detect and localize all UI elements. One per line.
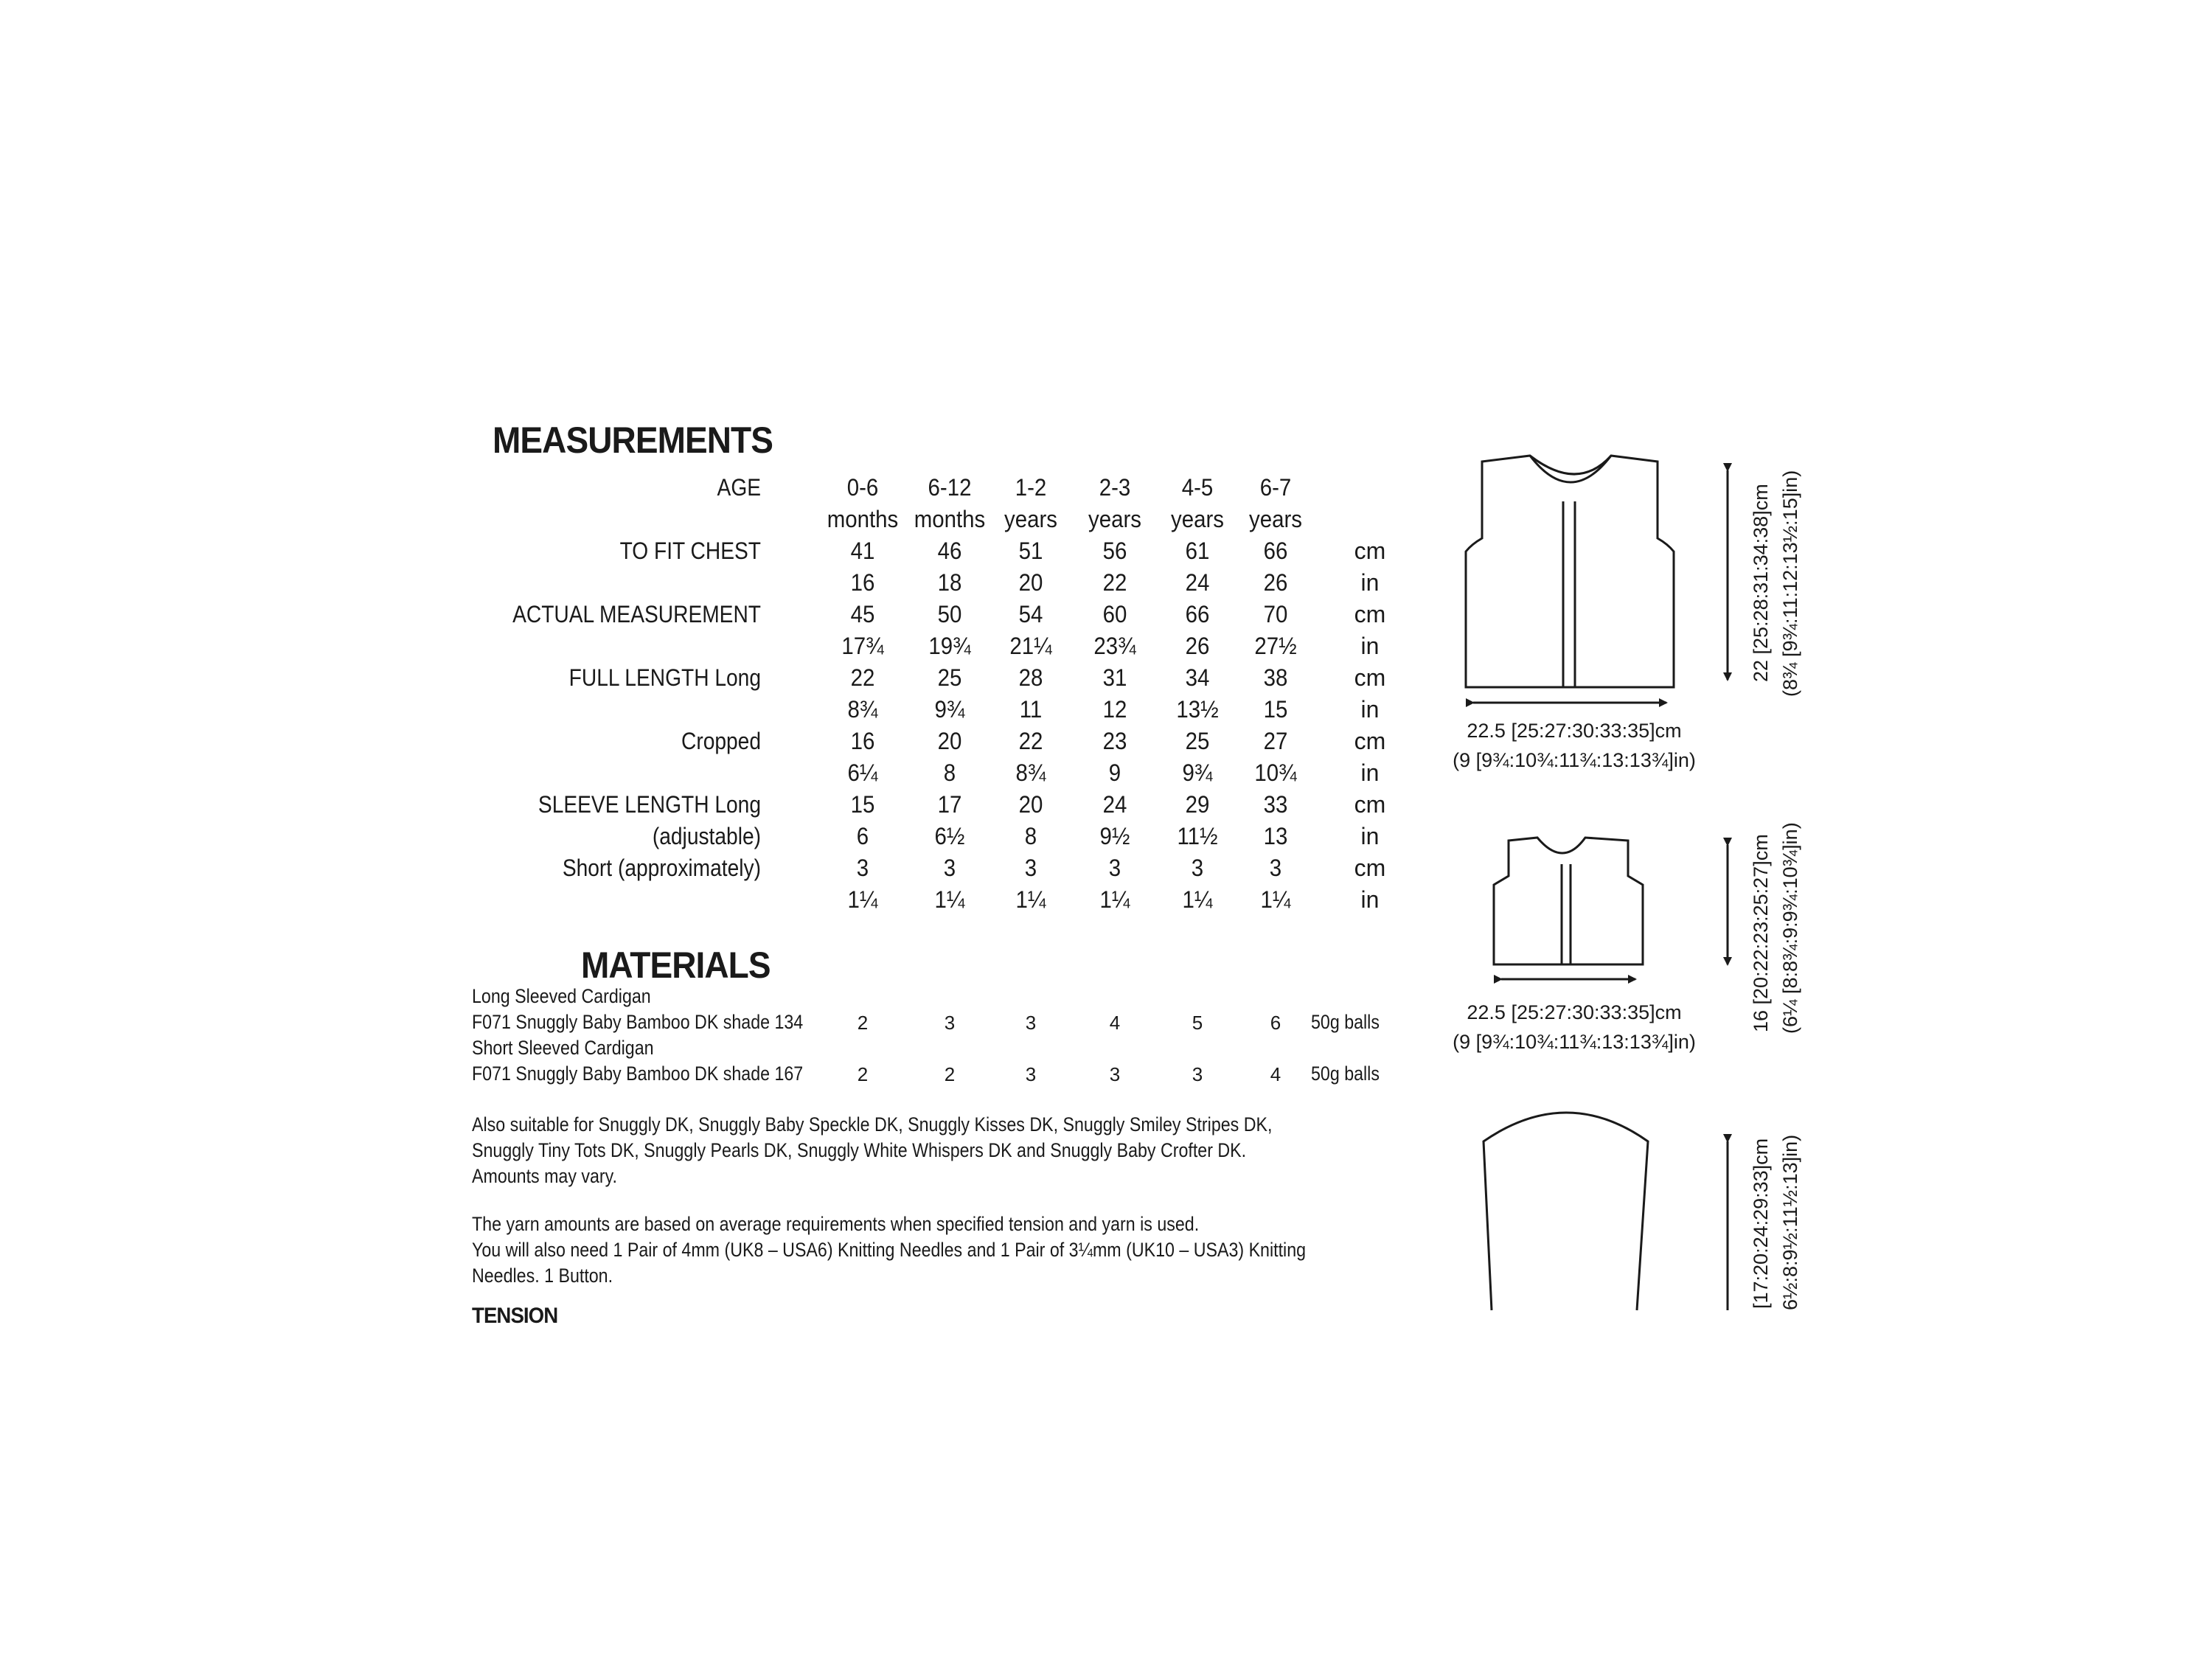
cropped-body-width-cm: 22.5 [25:27:30:33:35]cm	[1467, 1001, 1682, 1023]
material-unit-short: 50g balls	[1311, 1062, 1380, 1085]
measurement-cell: 12	[1102, 696, 1127, 723]
sleeve-diagram	[1484, 1113, 1728, 1310]
measurement-cell: 1¼	[1182, 886, 1213, 913]
sleeve-length-in: 6½:8:9½:11½:13]in)	[1779, 1134, 1801, 1310]
measurement-row-label: Cropped	[681, 728, 761, 754]
measurement-cell: 8	[943, 759, 956, 786]
measurement-cell: 20	[1018, 569, 1043, 596]
measurement-cell: 70	[1263, 601, 1288, 627]
material-quantity: 2	[857, 1012, 869, 1034]
measurement-cell: months	[827, 506, 899, 532]
measurement-unit: in	[1360, 886, 1380, 913]
measurement-cell: 8¾	[847, 696, 878, 723]
measurement-cell: 1¼	[934, 886, 965, 913]
measurement-unit: in	[1360, 696, 1380, 723]
measurement-cell: 3	[856, 855, 869, 881]
measurement-unit: cm	[1354, 664, 1386, 691]
measurement-cell: 31	[1102, 664, 1127, 691]
measurement-cell: 10¾	[1254, 759, 1297, 786]
measurement-cell: years	[1088, 506, 1141, 532]
measurement-unit: cm	[1354, 855, 1386, 881]
measurement-cell: months	[914, 506, 986, 532]
measurement-unit: in	[1360, 633, 1380, 659]
measurement-cell: 25	[937, 664, 962, 691]
measurement-cell: 34	[1185, 664, 1210, 691]
measurement-cell: 38	[1263, 664, 1288, 691]
measurement-cell: 24	[1102, 791, 1127, 818]
cropped-body-outline	[1494, 838, 1643, 964]
measurements-heading: MEASUREMENTS	[493, 420, 773, 461]
measurement-row-label: AGE	[717, 474, 761, 501]
cropped-body-length-cm: 16 [20:22:23:25:27]cm	[1750, 834, 1772, 1032]
measurement-cell: 3	[1191, 855, 1204, 881]
measurement-cell: 6-12	[928, 474, 972, 501]
measurement-row-label: Short (approximately)	[562, 855, 761, 881]
cropped-body-width-in: (9 [9¾:10¾:11¾:13:13¾]in)	[1453, 1031, 1696, 1053]
measurement-cell: 9	[1108, 759, 1121, 786]
long-body-width-in: (9 [9¾:10¾:11¾:13:13¾]in)	[1453, 749, 1696, 771]
measurement-cell: 66	[1185, 601, 1210, 627]
material-quantity: 6	[1270, 1012, 1281, 1034]
measurement-cell: 22	[850, 664, 875, 691]
long-body-length-in: (8¾ [9¾:11:12:13½:15]in)	[1779, 470, 1801, 697]
measurement-cell: 6¼	[847, 759, 878, 786]
measurement-cell: 11½	[1177, 823, 1218, 849]
measurement-cell: 28	[1018, 664, 1043, 691]
measurement-cell: 22	[1102, 569, 1127, 596]
measurement-cell: 22	[1018, 728, 1043, 754]
measurement-cell: 1-2	[1015, 474, 1047, 501]
measurement-cell: 41	[850, 538, 875, 564]
measurement-cell: 16	[850, 728, 875, 754]
measurement-cell: 4-5	[1181, 474, 1214, 501]
measurement-cell: 11	[1019, 696, 1043, 723]
measurement-cell: 33	[1263, 791, 1288, 818]
measurement-cell: 20	[1018, 791, 1043, 818]
measurement-cell: 60	[1102, 601, 1127, 627]
material-unit-long: 50g balls	[1311, 1011, 1380, 1033]
measurement-cell: 3	[1269, 855, 1282, 881]
sleeve-outline	[1484, 1113, 1648, 1310]
material-quantity: 2	[857, 1063, 869, 1085]
yarn-notes-text: The yarn amounts are based on average requirements when specified tension and yarn is used. You will also need 1 Pair of 4mm (UK8 – USA6) Knitting Needles and 1 Pair of 3¼mm (UK10 – USA3) Knitting Needles. 1 Button.	[472, 1213, 1307, 1287]
material-quantity: 2	[944, 1063, 956, 1085]
measurement-unit: in	[1360, 759, 1380, 786]
also-suitable-text: Also suitable for Snuggly DK, Snuggly Baby Speckle DK, Snuggly Kisses DK, Snuggly Smiley Stripes DK, Snuggly Tiny Tots DK, Snuggly Pearls DK, Snuggly White Whispers DK and Snuggly Baby Crofter DK. Amounts may vary.	[472, 1113, 1273, 1187]
measurement-unit: cm	[1354, 601, 1386, 627]
measurement-cell: 15	[850, 791, 875, 818]
material-quantity: 4	[1270, 1063, 1281, 1085]
measurement-cell: 6	[856, 823, 869, 849]
measurement-cell: 1¼	[1260, 886, 1291, 913]
measurement-unit: cm	[1354, 728, 1386, 754]
long-body-diagram	[1466, 456, 1728, 703]
measurement-cell: 13½	[1176, 696, 1219, 723]
measurement-cell: 56	[1102, 538, 1127, 564]
materials-heading: MATERIALS	[581, 945, 771, 986]
measurement-cell: 27	[1263, 728, 1288, 754]
measurement-cell: 2-3	[1099, 474, 1131, 501]
measurement-cell: 9¾	[1182, 759, 1213, 786]
material-quantity: 3	[1192, 1063, 1203, 1085]
measurement-cell: 9½	[1099, 823, 1130, 849]
material-quantity: 3	[1109, 1063, 1121, 1085]
measurement-cell: 3	[943, 855, 956, 881]
measurement-cell: 17¾	[841, 633, 884, 659]
material-quantity: 3	[1025, 1063, 1037, 1085]
measurement-cell: 26	[1185, 633, 1210, 659]
material-quantity: 5	[1192, 1012, 1203, 1034]
measurement-cell: 15	[1263, 696, 1288, 723]
measurement-cell: 1¼	[1015, 886, 1046, 913]
measurement-cell: 20	[937, 728, 962, 754]
measurement-row-label: TO FIT CHEST	[619, 538, 761, 564]
measurement-cell: 1¼	[847, 886, 878, 913]
long-body-width-cm: 22.5 [25:27:30:33:35]cm	[1467, 720, 1682, 742]
measurement-cell: 25	[1185, 728, 1210, 754]
measurement-unit: cm	[1354, 791, 1386, 818]
long-body-neck	[1530, 456, 1611, 482]
cropped-body-diagram	[1494, 838, 1728, 979]
measurement-row-label: ACTUAL MEASUREMENT	[512, 601, 761, 627]
material-yarn-short: F071 Snuggly Baby Bamboo DK shade 167	[472, 1062, 804, 1085]
measurement-cell: 50	[937, 601, 962, 627]
measurement-cell: 18	[937, 569, 962, 596]
material-title-short: Short Sleeved Cardigan	[472, 1037, 654, 1059]
measurement-cell: 51	[1018, 538, 1043, 564]
sleeve-length-cm: [17:20:24:29:33]cm	[1750, 1138, 1772, 1309]
measurement-cell: 19¾	[928, 633, 971, 659]
measurement-cell: years	[1249, 506, 1302, 532]
measurement-cell: 13	[1263, 823, 1288, 849]
measurement-cell: 6-7	[1259, 474, 1292, 501]
long-body-length-cm: 22 [25:28:31:34:38]cm	[1750, 484, 1772, 682]
material-yarn-long: F071 Snuggly Baby Bamboo DK shade 134	[472, 1011, 804, 1033]
material-quantity: 3	[1025, 1012, 1037, 1034]
measurement-cell: 27½	[1254, 633, 1297, 659]
measurement-cell: 9¾	[934, 696, 965, 723]
measurement-cell: 0-6	[846, 474, 879, 501]
measurement-cell: years	[1004, 506, 1057, 532]
measurement-unit: in	[1360, 823, 1380, 849]
measurement-cell: 66	[1263, 538, 1288, 564]
material-quantity: 4	[1109, 1012, 1121, 1034]
measurement-cell: 1¼	[1099, 886, 1130, 913]
material-quantity: 3	[944, 1012, 956, 1034]
measurement-cell: 29	[1185, 791, 1210, 818]
measurement-cell: years	[1171, 506, 1224, 532]
measurement-unit: cm	[1354, 538, 1386, 564]
measurement-cell: 23¾	[1093, 633, 1136, 659]
measurement-cell: 17	[937, 791, 962, 818]
measurement-cell: 61	[1185, 538, 1210, 564]
measurement-cell: 3	[1108, 855, 1121, 881]
measurement-cell: 54	[1018, 601, 1043, 627]
measurement-cell: 16	[850, 569, 875, 596]
measurement-cell: 8	[1024, 823, 1037, 849]
measurement-cell: 23	[1102, 728, 1127, 754]
measurement-cell: 45	[850, 601, 875, 627]
measurement-cell: 26	[1263, 569, 1288, 596]
tension-heading-clip: TENSION	[472, 1304, 558, 1328]
measurement-cell: 21¼	[1009, 633, 1052, 659]
material-title-long: Long Sleeved Cardigan	[472, 985, 651, 1007]
measurement-unit: in	[1360, 569, 1380, 596]
measurement-cell: 3	[1024, 855, 1037, 881]
measurement-row-label: (adjustable)	[652, 823, 761, 849]
measurement-row-label: SLEEVE LENGTH Long	[538, 791, 761, 818]
cropped-body-length-in: (6¼ [8:8¾:9:9¾:10¾]in)	[1779, 822, 1801, 1034]
measurement-cell: 8¾	[1015, 759, 1046, 786]
measurement-cell: 24	[1185, 569, 1210, 596]
measurement-cell: 46	[937, 538, 962, 564]
measurement-cell: 6½	[934, 823, 965, 849]
long-body-outline	[1466, 456, 1674, 687]
measurement-row-label: FULL LENGTH Long	[568, 664, 761, 691]
